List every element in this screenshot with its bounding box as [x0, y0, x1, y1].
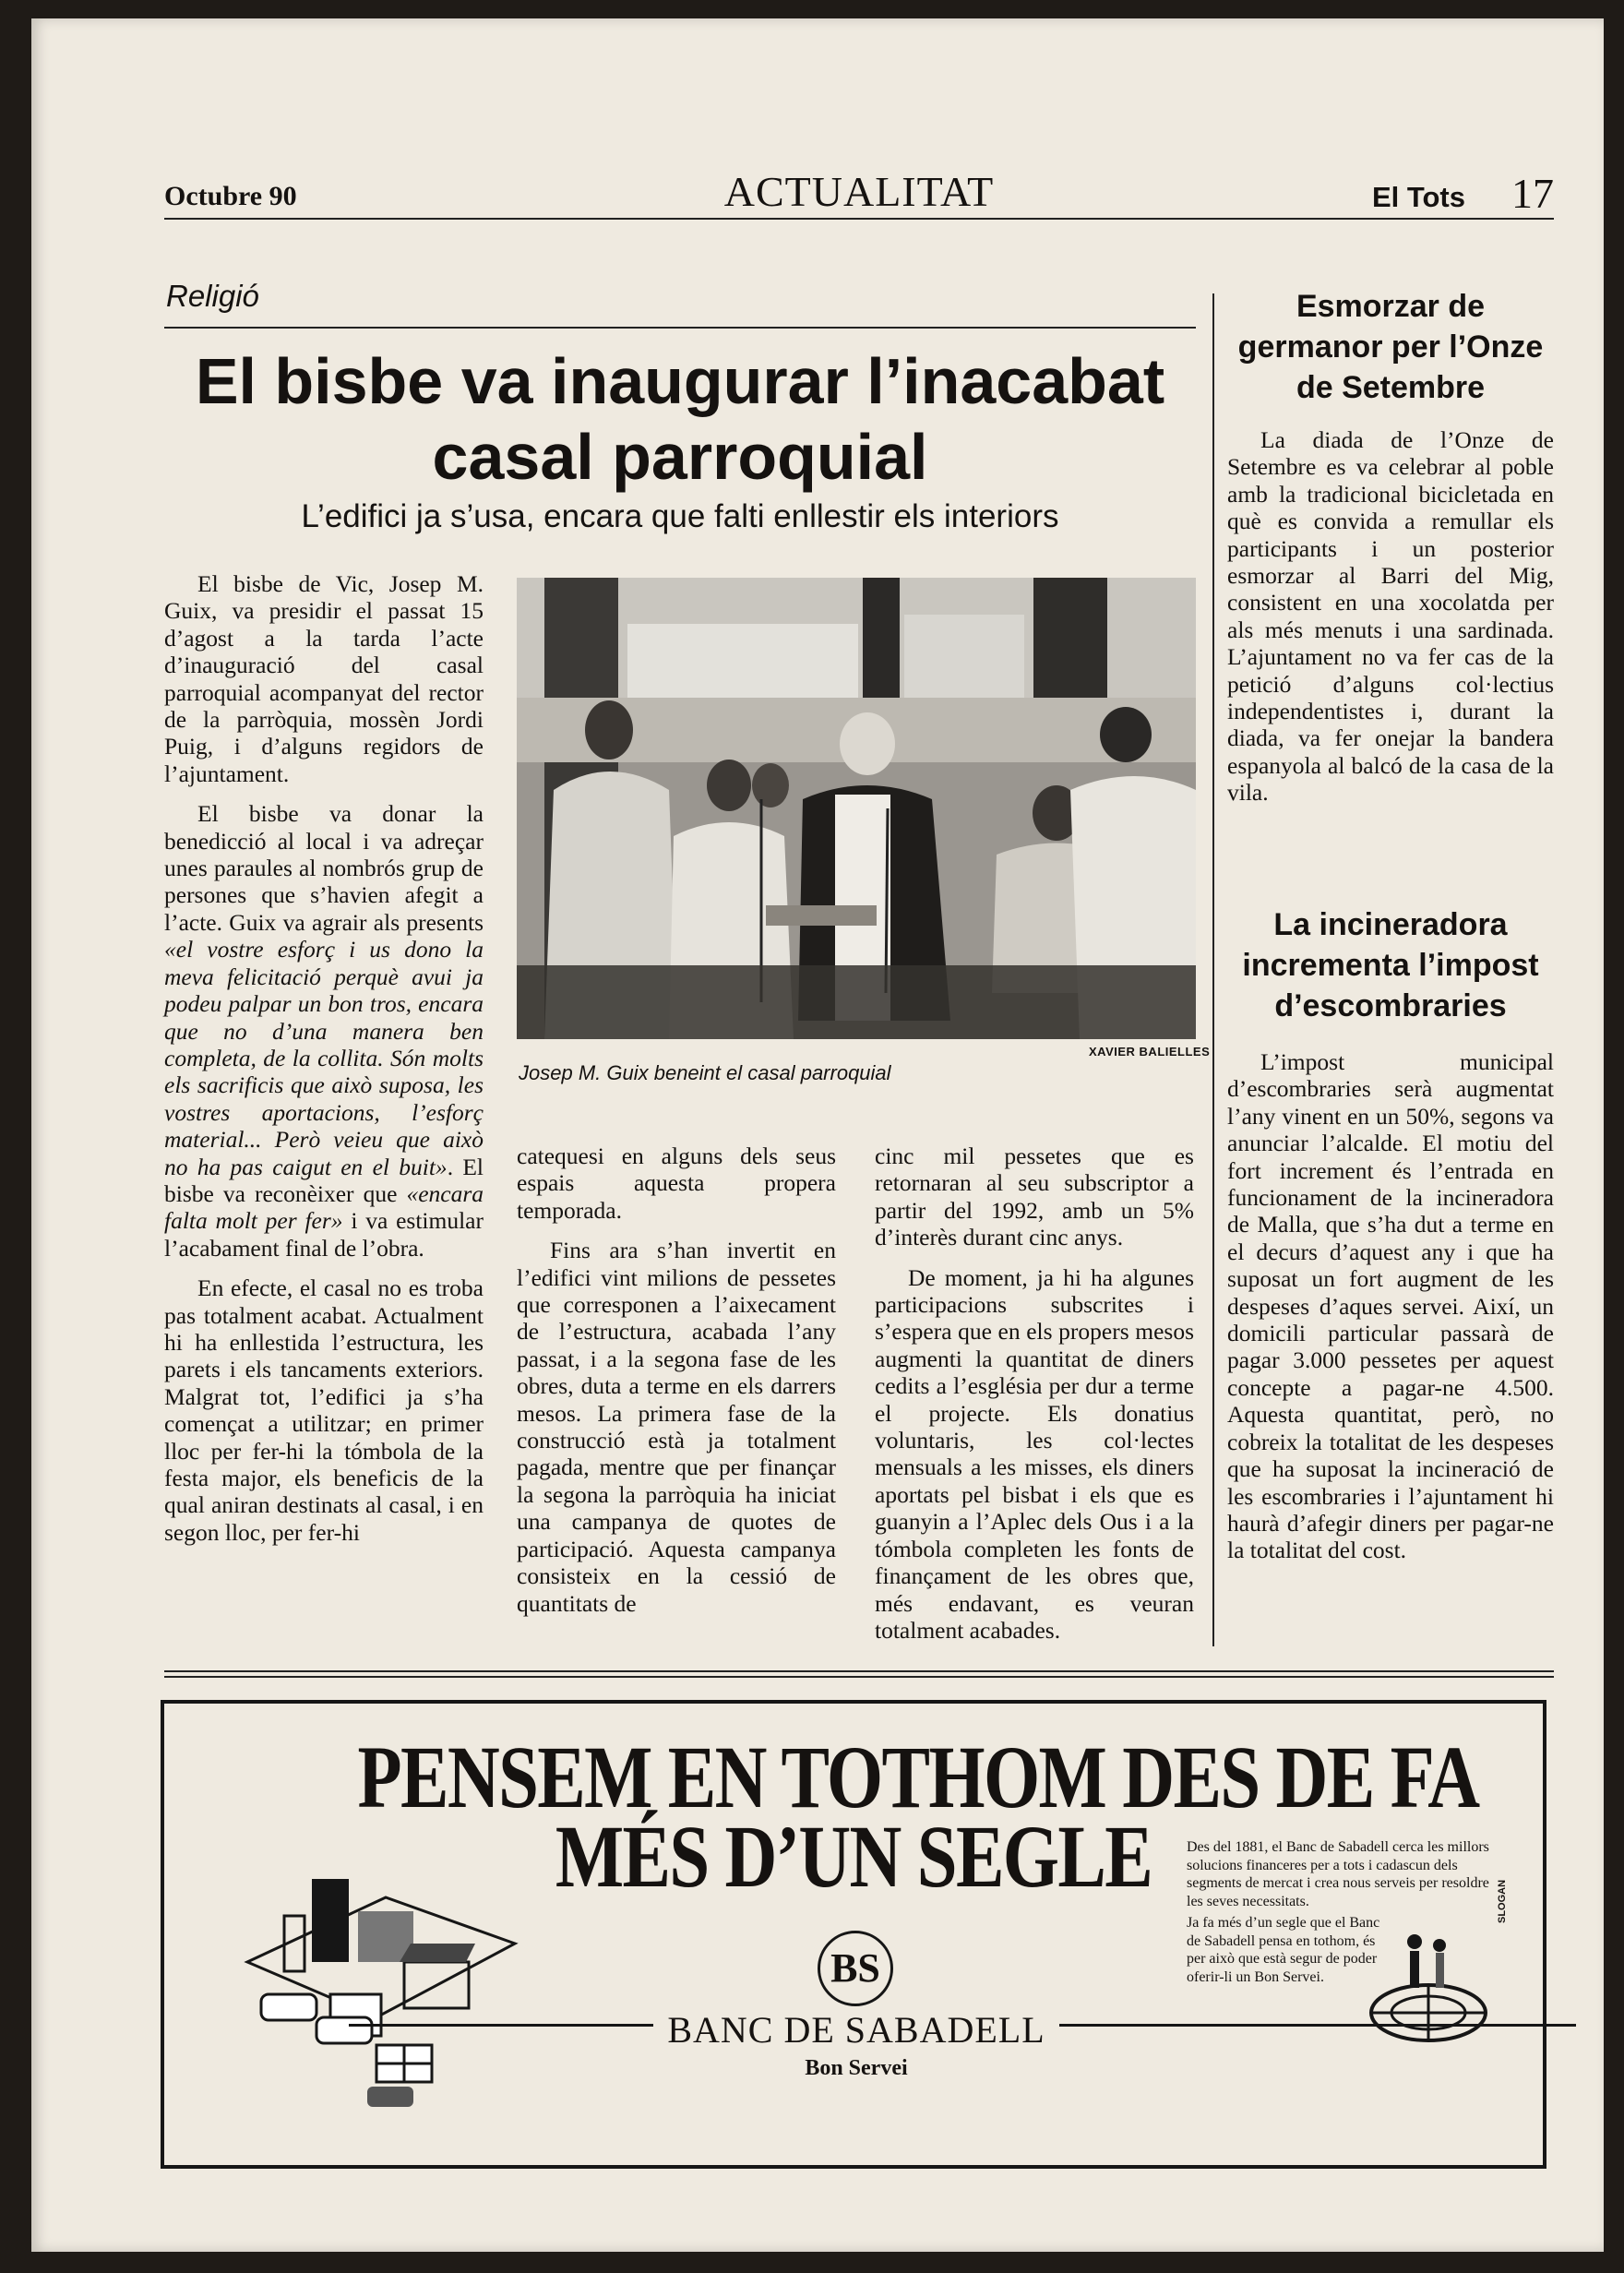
photo-caption: Josep M. Guix beneint el casal parroquial	[519, 1061, 891, 1084]
divider-rule	[164, 1670, 1554, 1672]
publication-name: El Tots	[1371, 181, 1465, 213]
city-buildings-icon	[229, 1824, 524, 2119]
page-header	[164, 166, 1554, 220]
article-subheadline: L’edifici ja s’usa, encara que falti enllestir els interiors	[301, 498, 1059, 534]
people-on-globe-icon	[1364, 1925, 1493, 2054]
sidebar-body: La diada de l’Onze de Setembre es va celebrar al poble amb la tradicional bicicletada en què es convida a remullar els participants i un posterior esmorzar al Barri del Mig, consistent en una xocolatda per als més menuts i una sardinada. L’ajuntament no va fer cas de la petició d’alguns col·lectius independentistes i, durant la diada, va fer onejar la bandera espanyola al balcó de la casa de la vila.	[1227, 426, 1554, 807]
bishop-quote-2: «encara falta molt per fer»	[164, 1179, 484, 1235]
article-column-1	[164, 570, 484, 1559]
sidebar-story-onze-setembre	[1227, 286, 1554, 819]
issue-date: Octubre 90	[164, 181, 297, 211]
paragraph: catequesi en alguns dels seus espais aquesta propera temporada.	[517, 1142, 836, 1224]
bank-name: BANC DE SABADELL	[653, 2008, 1059, 2052]
article-photo	[517, 578, 1196, 1039]
bank-tagline: Bon Servei	[805, 2056, 908, 2080]
photo-credit: XAVIER BALIELLES	[1089, 1045, 1211, 1059]
bishop-quote: «el vostre esforç i us dono la meva felicitació perquè avui ja podeu palpar un bon tros, encara que no d’una manera ben completa, de la collita. Són molts els sacrificis que això suposa, les vostres aportacions, l’esforç material... Però veieu que això no ha pas caigut en el buit»	[164, 936, 484, 1180]
newspaper-page	[31, 18, 1604, 2252]
ceremony-photo-illustration	[517, 578, 1196, 1039]
page-number: 17	[1511, 170, 1554, 217]
paragraph: De moment, ja hi ha algunes participacions subscrites i s’espera que en els propers mesos augmenti la quantitat de diners cedits a l’església per dur a terme el projecte. Els donatius voluntaris, les col·lectes mensuals a les misses, els diners aportats pel bisbat i els que es guanyin a l’Aplec dels Ous i a la tómbola completen les fonts de finançament de les obres que, més endavant, es veuran totalment acabades.	[875, 1263, 1194, 1644]
ad-blurb: Des del 1881, el Banc de Sabadell cerca les millors solucions financeres per a tots i cadascun dels segments de mercat i crea nous serveis per resoldre les seves necessitats. Ja fa més d’un segle que el Banc de Sabadell pensa en tothom, és per això que està segur de poder oferir-li un Bon Servei.	[1187, 1839, 1489, 1985]
article-kicker: Religió	[166, 279, 259, 313]
sidebar-story-incineradora	[1227, 904, 1554, 1577]
bank-logo: BS	[818, 1931, 893, 2006]
paragraph: El bisbe va donar la benedicció al local i va adreçar unes paraules al nombrós grup de persones que s’havien afegit a l’acte. Guix va agrair als presents «el vostre esforç i us dono la meva felicitació perquè avui ja podeu palpar un bon tros, encara que no d’una manera ben completa, de la collita. Són molts els sacrificis que això suposa, les vostres aportacions, l’esforç material... Però veieu que això no ha pas caigut en el buit». El bisbe va reconèixer que «encara falta molt per fer» i va estimular l’acabament final de l’obra.	[164, 800, 484, 1262]
paragraph: cinc mil pessetes que es retornaran al seu subscriptor a partir del 1992, amb un 5% d’interès durant cinc anys.	[875, 1142, 1194, 1251]
paragraph: En efecte, el casal no es troba pas totalment acabat. Actualment hi ha enllestida l’estructura, les parets i els tancaments exteriors. Malgrat tot, l’edifici ja s’ha començat a utilitzar; en primer lloc per fer-hi la tómbola de la festa major, els beneficis de la qual aniran destinats al casal, i en segon lloc, per fer-hi	[164, 1274, 484, 1546]
column-divider	[1212, 293, 1214, 1646]
sidebar-headline: La incineradora incrementa l’impost d’escombraries	[1242, 907, 1539, 1023]
article-column-2	[517, 1142, 836, 1630]
sidebar-headline: Esmorzar de germanor per l’Onze de Setembre	[1237, 289, 1544, 405]
article-headline: El bisbe va inaugurar l’inacabat casal parroquial	[195, 345, 1165, 493]
kicker-rule	[164, 327, 1196, 329]
section-title: ACTUALITAT	[723, 168, 995, 215]
ad-side-label: SLOGAN	[1497, 1879, 1508, 1923]
bank-advertisement	[161, 1700, 1546, 2169]
paragraph: El bisbe de Vic, Josep M. Guix, va presidir el passat 15 d’agost a la tarda l’acte d’inauguració del casal parroquial acompanyat del rector de la parròquia, mossèn Jordi Puig, i d’alguns regidors de l’ajuntament.	[164, 570, 484, 787]
ad-headline-line-1: PENSEM EN TOTHOM DES DE FA	[357, 1728, 1479, 1826]
ad-headline-line-2: MÉS D’UN SEGLE	[555, 1807, 1152, 1906]
divider-rule	[164, 1676, 1554, 1678]
sidebar-body: L’impost municipal d’escombraries serà augmentat l’any vinent en un 50%, segons va anunciar l’alcalde. El motiu del fort increment és l’entrada en funcionament de la incineradora de Malla, que s’ha dut a terme en el decurs d’aquest any i que ha suposat un fort augment de les despeses d’aques servei. Així, un domicili particular passarà de pagar 3.000 pessetes per aquest concepte a pagar-ne 4.500. Aquesta quantitat, però, no cobreix la totalitat de les despeses que ha suposat la incineració de les escombraries i l’ajuntament hi haurà d’afegir diners per pagar-ne la totalitat del cost.	[1227, 1048, 1554, 1564]
paragraph: Fins ara s’han invertit en l’edifici vint milions de pessetes que corresponen a l’aixecament de l’estructura, acabada l’any passat, i a la segona fase de les obres, duta a terme en els darrers mesos. La primera fase de la construcció està ja totalment pagada, mentre que per finançar la segona la parròquia ha iniciat una campanya de quotes de participació. Aquesta campanya consisteix en la cessió de quantitats de	[517, 1237, 836, 1617]
article-column-3	[875, 1142, 1194, 1657]
